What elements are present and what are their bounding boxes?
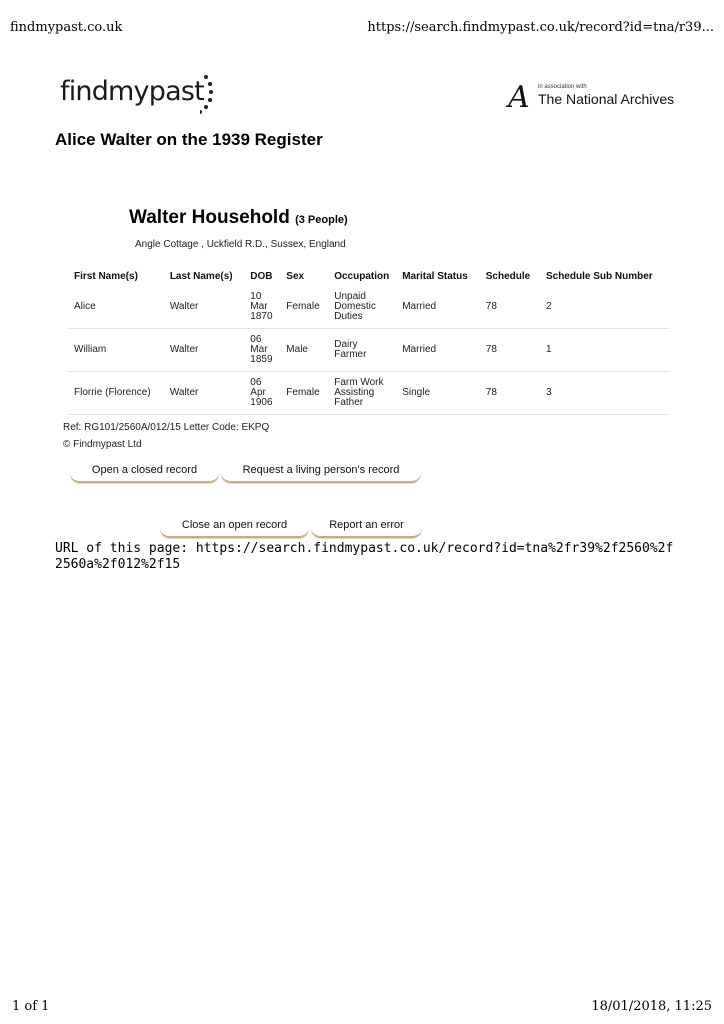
col-schedule: Schedule (485, 270, 531, 282)
household-name: Walter Household (129, 207, 290, 228)
table-row[interactable] (68, 329, 669, 372)
col-schedule-sub-number: Schedule Sub Number (545, 270, 653, 282)
cell-dob: 10 Mar 1870 (244, 286, 280, 329)
cell-marital-status: Married (396, 329, 480, 372)
cell-occupation: Dairy Farmer (328, 329, 396, 372)
partner-name: The National Archives (538, 91, 675, 107)
cell-first-name: Alice (68, 286, 164, 329)
cell-first-name: William (68, 329, 164, 372)
cell-sex: Female (280, 372, 328, 415)
cell-schedule-sub-number: 2 (540, 286, 669, 329)
national-archives-logo (508, 80, 675, 115)
cell-schedule: 78 (480, 286, 540, 329)
page-url-text: URL of this page: https://search.findmypast.co.uk/record?id=tna%2fr39%2f2560%2f2560a%2f012%2f15 (55, 541, 674, 572)
table-row[interactable] (68, 286, 669, 329)
cell-marital-status: Married (396, 286, 480, 329)
print-footer-page: 1 of 1 (12, 999, 50, 1014)
household-count: (3 People) (295, 214, 348, 226)
findmypast-logo[interactable] (60, 72, 220, 120)
cell-last-name: Walter (164, 329, 244, 372)
cell-schedule-sub-number: 3 (540, 372, 669, 415)
col-first-names: First Name(s) (74, 270, 138, 282)
table-row[interactable] (68, 372, 669, 415)
cell-sex: Female (280, 286, 328, 329)
request-living-record-button[interactable]: Request a living person's record (221, 459, 421, 483)
table-header-row (68, 266, 669, 286)
report-error-button[interactable]: Report an error (311, 514, 422, 538)
cell-last-name: Walter (164, 286, 244, 329)
page-title: Alice Walter on the 1939 Register (55, 130, 323, 149)
cell-sex: Male (280, 329, 328, 372)
household-members-table (68, 266, 669, 415)
close-open-record-button[interactable]: Close an open record (160, 514, 309, 538)
logo-dots-icon (200, 72, 214, 120)
cell-first-name: Florrie (Florence) (68, 372, 164, 415)
cell-occupation: Unpaid Domestic Duties (328, 286, 396, 329)
household-title (129, 207, 348, 229)
col-dob: DOB (250, 270, 273, 282)
household-address: Angle Cottage , Uckfield R.D., Sussex, England (135, 239, 346, 250)
cell-schedule-sub-number: 1 (540, 329, 669, 372)
print-header-site: findmypast.co.uk (10, 20, 123, 35)
open-closed-record-button[interactable]: Open a closed record (70, 459, 219, 483)
cell-schedule: 78 (480, 372, 540, 415)
col-last-names: Last Name(s) (169, 270, 233, 282)
cell-last-name: Walter (164, 372, 244, 415)
partner-association-text: in association with (538, 84, 587, 90)
record-reference: Ref: RG101/2560A/012/15 Letter Code: EKPQ (63, 422, 270, 433)
col-occupation: Occupation (334, 270, 390, 282)
cell-dob: 06 Apr 1906 (244, 372, 280, 415)
logo-text: findmypast (60, 76, 204, 107)
cell-occupation: Farm Work Assisting Father (328, 372, 396, 415)
col-sex: Sex (286, 270, 305, 282)
print-footer-datetime: 18/01/2018, 11:25 (591, 999, 712, 1014)
cell-schedule: 78 (480, 329, 540, 372)
print-header-url: https://search.findmypast.co.uk/record?id=tna/r39... (367, 20, 714, 35)
copyright-notice: © Findmypast Ltd (63, 439, 142, 450)
cell-dob: 06 Mar 1859 (244, 329, 280, 372)
col-marital-status: Marital Status (402, 270, 468, 282)
national-archives-mark-icon: A (508, 80, 530, 115)
cell-marital-status: Single (396, 372, 480, 415)
